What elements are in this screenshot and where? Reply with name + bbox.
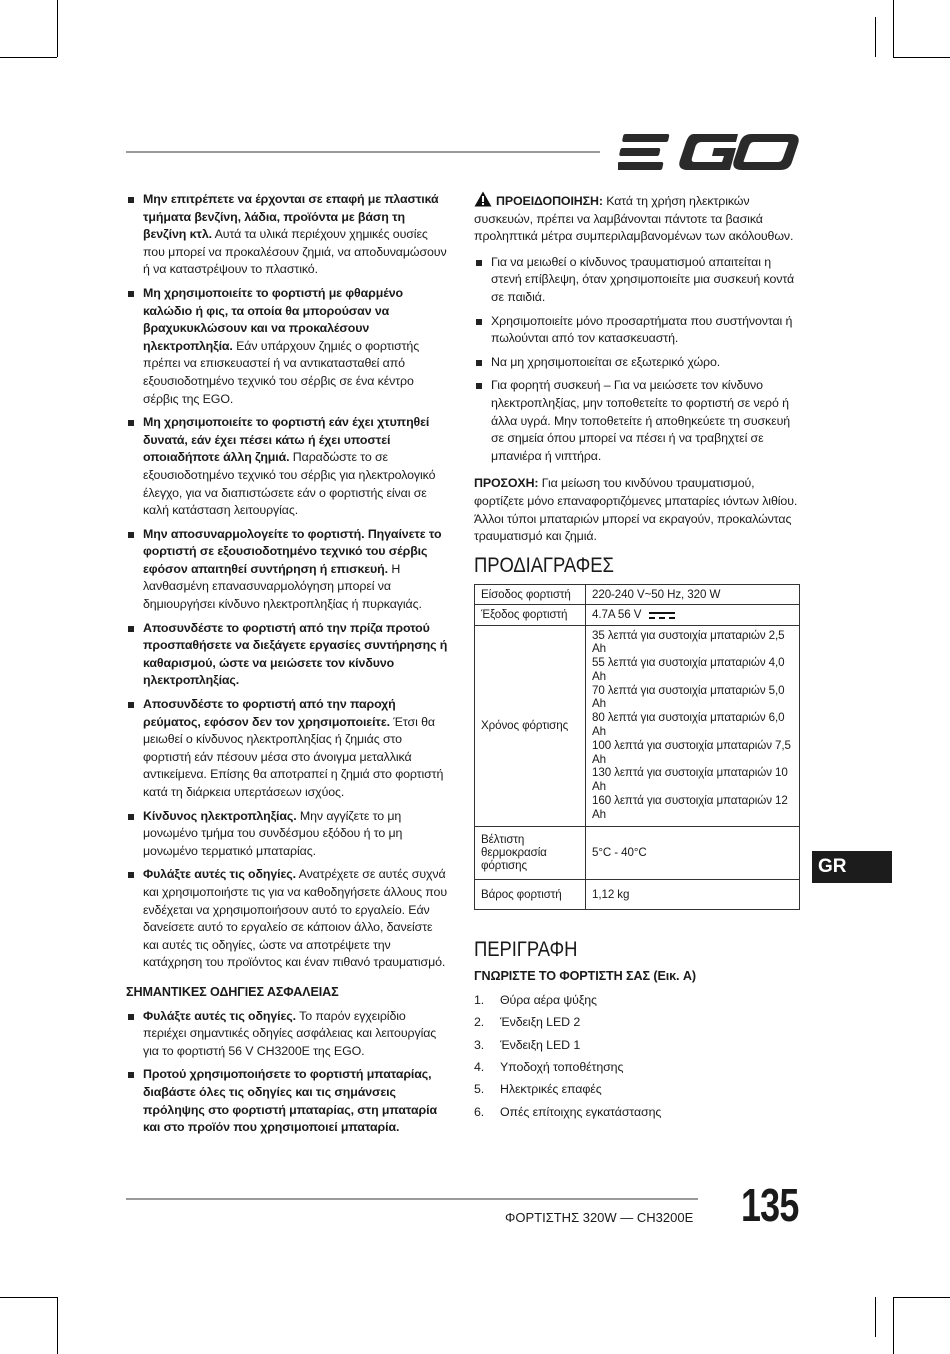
ego-logo xyxy=(618,132,800,172)
list-item: 5. Ηλεκτρικές επαφές xyxy=(474,1082,602,1097)
crop-mark xyxy=(57,0,58,57)
spec-value: 4.7A 56 V xyxy=(586,605,800,625)
list-item: Προτού χρησιμοποιήσετε το φορτιστή μπαταρίας, διαβάστε όλες τις οδηγίες και τις σημάνσεις πρόληψης στο φορτιστή μπαταρίας, στη μπαταρία και στο προϊόν που χρησιμοποιεί μπαταρία. xyxy=(126,1066,451,1136)
table-row xyxy=(475,826,800,879)
caution-paragraph: ΠΡΟΣΟΧΗ: Για μείωση του κινδύνου τραυματισμού, φορτίζετε μόνο επαναφορτιζόμενες μπαταρίες ιόντων λιθίου. Άλλοι τύποι μπαταριών μπορεί να εκραγούν, προκαλώντας τραυματισμό και ζημιά. xyxy=(474,476,798,544)
warning-triangle-icon xyxy=(474,191,492,207)
specs-table xyxy=(474,584,800,911)
safety-instructions-heading: ΣΗΜΑΝΤΙΚΕΣ ΟΔΗΓΙΕΣ ΑΣΦΑΛΕΙΑΣ xyxy=(126,984,339,999)
list-item: Να μη χρησιμοποιείται σε εξωτερικό χώρο. xyxy=(474,354,800,372)
spec-label: Έξοδος φορτιστή xyxy=(475,605,586,625)
caution-label: ΠΡΟΣΟΧΗ: xyxy=(474,476,539,491)
language-tab: GR xyxy=(812,851,892,883)
important-instructions-list xyxy=(126,1008,451,1137)
charge-time-line: 55 λεπτά για συστοιχία μπαταριών 4,0 Ah xyxy=(592,656,785,683)
crop-mark xyxy=(893,0,894,57)
list-item: 3. Ένδειξη LED 1 xyxy=(474,1037,581,1052)
crop-mark xyxy=(875,17,876,57)
table-row xyxy=(475,605,800,625)
charge-time-line: 160 λεπτά για συστοιχία μπαταριών 12 Ah xyxy=(592,794,788,821)
spec-value xyxy=(586,625,800,826)
spec-value: 5°C - 40°C xyxy=(586,826,800,879)
crop-mark xyxy=(893,57,950,58)
footer-rule xyxy=(126,1198,698,1200)
crop-mark xyxy=(0,57,57,58)
spec-value: 220-240 V~50 Hz, 320 W xyxy=(586,584,800,604)
table-row xyxy=(475,879,800,909)
footer-title: ΦΟΡΤΙΣΤΗΣ 320W — CH3200E xyxy=(505,1210,694,1225)
list-item: Για φορητή συσκευή – Για να μειώσετε τον κίνδυνο ηλεκτροπληξίας, μην τοποθετείτε το φορτιστή σε νερό ή άλλα υγρά. Μην τοποθετείτε ή αποθηκεύετε τη συσκευή σε σημεία όπου μπορεί να πέσει ή να τραβηχτεί σε μπανιέρα ή νιπτήρα. xyxy=(474,377,800,465)
list-item: 1. Θύρα αέρα ψύξης xyxy=(474,992,597,1007)
charge-time-line: 70 λεπτά για συστοιχία μπαταριών 5,0 Ah xyxy=(592,683,785,711)
charge-time-line: 100 λεπτά για συστοιχία μπαταριών 7,5 Ah xyxy=(592,738,791,766)
header-rule xyxy=(126,151,600,153)
spec-label: Χρόνος φόρτισης xyxy=(475,625,586,826)
crop-mark xyxy=(875,1297,876,1337)
know-your-charger-heading: ΓΝΩΡΙΣΤΕ ΤΟ ΦΟΡΤΙΣΤΗ ΣΑΣ (Εικ. A) xyxy=(474,969,696,984)
left-column xyxy=(126,191,451,1143)
warning-paragraph: ΠΡΟΕΙΔΟΠΟΙΗΣΗ: Κατά τη χρήση ηλεκτρικών συσκευών, πρέπει να λαμβάνονται πάντοτε τα βασικά προληπτικά μέτρα συμπεριλαμβανομένων των ακόλουθων. xyxy=(474,191,800,246)
list-item: Αποσυνδέστε το φορτιστή από την παροχή ρεύματος, εφόσον δεν τον χρησιμοποιείτε. Έτσι θα μειωθεί ο κίνδυνος ηλεκτροπληξίας ή ζημιάς στο φορτιστή εάν πέσουν μέσα στο άνοιγμα μεταλλικά αντικείμενα. Επίσης θα αποτραπεί η ζημιά στο φορτιστή κατά τη διάρκεια υπερτάσεων ισχύος. xyxy=(126,696,451,802)
list-item: Φυλάξτε αυτές τις οδηγίες. Το παρόν εγχειρίδιο περιέχει σημαντικές οδηγίες ασφάλειας και λειτουργίας για το φορτιστή 56 V CH3200E της EGO. xyxy=(126,1008,451,1061)
safety-warnings-list xyxy=(126,191,451,972)
list-item: Κίνδυνος ηλεκτροπληξίας. Μην αγγίζετε το μη μονωμένο τμήμα του συνδέσμου εξόδου ή το μη μονωμένο τερματικό μπαταρίας. xyxy=(126,808,451,861)
dc-symbol-icon xyxy=(649,611,675,620)
charge-time-line: 35 λεπτά για συστοιχία μπαταριών 2,5 Ah xyxy=(592,628,785,656)
spec-label: Βέλτιστη θερμοκρασία φόρτισης xyxy=(475,826,586,879)
list-item: Μην αποσυναρμολογείτε το φορτιστή. Πηγαίνετε το φορτιστή σε εξουσιοδοτημένο τεχνικό του σέρβις εφόσον απαιτηθεί συντήρηση ή επισκευή. Η λανθασμένη επανασυναρμολόγηση μπορεί να δημιουργήσει κίνδυνο ηλεκτροπληξίας ή πυρκαγιάς. xyxy=(126,526,451,614)
description-heading: ΠΕΡΙΓΡΑΦΗ xyxy=(474,938,578,962)
list-item: 6. Οπές επίτοιχης εγκατάστασης xyxy=(474,1104,662,1119)
spec-label: Είσοδος φορτιστή xyxy=(475,584,586,604)
warning-list xyxy=(474,254,800,466)
charge-time-line: 130 λεπτά για συστοιχία μπαταριών 10 Ah xyxy=(592,766,788,794)
right-column xyxy=(474,191,800,1126)
list-item: Μην επιτρέπετε να έρχονται σε επαφή με πλαστικά τμήματα βενζίνη, λάδια, προϊόντα με βάση τη βενζίνη κτλ. Αυτά τα υλικά περιέχουν χημικές ουσίες που μπορεί να προκαλέσουν ζημιά, να αποδυναμώσουν ή να καταστρέψουν το πλαστικό. xyxy=(126,191,451,279)
list-item: 2. Ένδειξη LED 2 xyxy=(474,1015,581,1030)
spec-label: Βάρος φορτιστή xyxy=(475,879,586,909)
page-number: 135 xyxy=(741,1179,799,1231)
list-item: Μη χρησιμοποιείτε το φορτιστή εάν έχει χτυπηθεί δυνατά, εάν έχει πέσει κάτω ή έχει υποστεί οποιαδήποτε άλλη ζημιά. Παραδώστε το σε εξουσιοδοτημένο τεχνικό του σέρβις για ηλεκτρολογικό έλεγχο, για να διαπιστώσετε εάν ο φορτιστής είναι σε καλή κατάσταση λειτουργίας. xyxy=(126,414,451,520)
crop-mark xyxy=(893,1297,950,1298)
list-item: Μη χρησιμοποιείτε το φορτιστή με φθαρμένο καλώδιο ή φις, τα οποία θα μπορούσαν να βραχυκυκλώσουν και να προκαλέσουν ηλεκτροπληξία. Εάν υπάρχουν ζημιές ο φορτιστής πρέπει να επισκευαστεί ή να αντικατασταθεί από εξουσιοδοτημένο τεχνικό του σέρβις σε ένα κέντρο σέρβις της EGO. xyxy=(126,285,451,408)
list-item: Χρησιμοποιείτε μόνο προσαρτήματα που συστήνονται ή πωλούνται από τον κατασκευαστή. xyxy=(474,313,800,348)
list-item: 4. Υποδοχή τοποθέτησης xyxy=(474,1060,624,1075)
warning-label: ΠΡΟΕΙΔΟΠΟΙΗΣΗ: xyxy=(496,194,603,208)
table-row xyxy=(475,584,800,604)
crop-mark xyxy=(893,1297,894,1354)
list-item: Για να μειωθεί ο κίνδυνος τραυματισμού απαιτείται η στενή επίβλεψη, όταν χρησιμοποιείτε μια συσκευή κοντά σε παιδιά. xyxy=(474,254,800,307)
crop-mark xyxy=(57,1297,58,1354)
charge-time-line: 80 λεπτά για συστοιχία μπαταριών 6,0 Ah xyxy=(592,711,785,739)
spec-value: 1,12 kg xyxy=(586,879,800,909)
parts-list xyxy=(474,992,800,1122)
specs-heading: ΠΡΟΔΙΑΓΡΑΦΕΣ xyxy=(474,553,614,577)
table-row xyxy=(475,625,800,826)
crop-mark xyxy=(0,1297,57,1298)
list-item: Αποσυνδέστε το φορτιστή από την πρίζα προτού προσπαθήσετε να διεξάγετε εργασίες συντήρησης ή καθαρισμού, ώστε να μειώσετε τον κίνδυνο ηλεκτροπληξίας. xyxy=(126,620,451,690)
list-item: Φυλάξτε αυτές τις οδηγίες. Ανατρέχετε σε αυτές συχνά και χρησιμοποιήστε τις για να καθοδηγήσετε άλλους που ενδέχεται να χρησιμοποιήσουν αυτό το εργαλείο. Εάν δανείσετε αυτό το εργαλείο σε κάποιον άλλο, δανείστε και αυτές τις οδηγίες, ώστε να αποτρέψετε την κατάχρηση του προϊόντος και έναν πιθανό τραυματισμό. xyxy=(126,866,451,972)
